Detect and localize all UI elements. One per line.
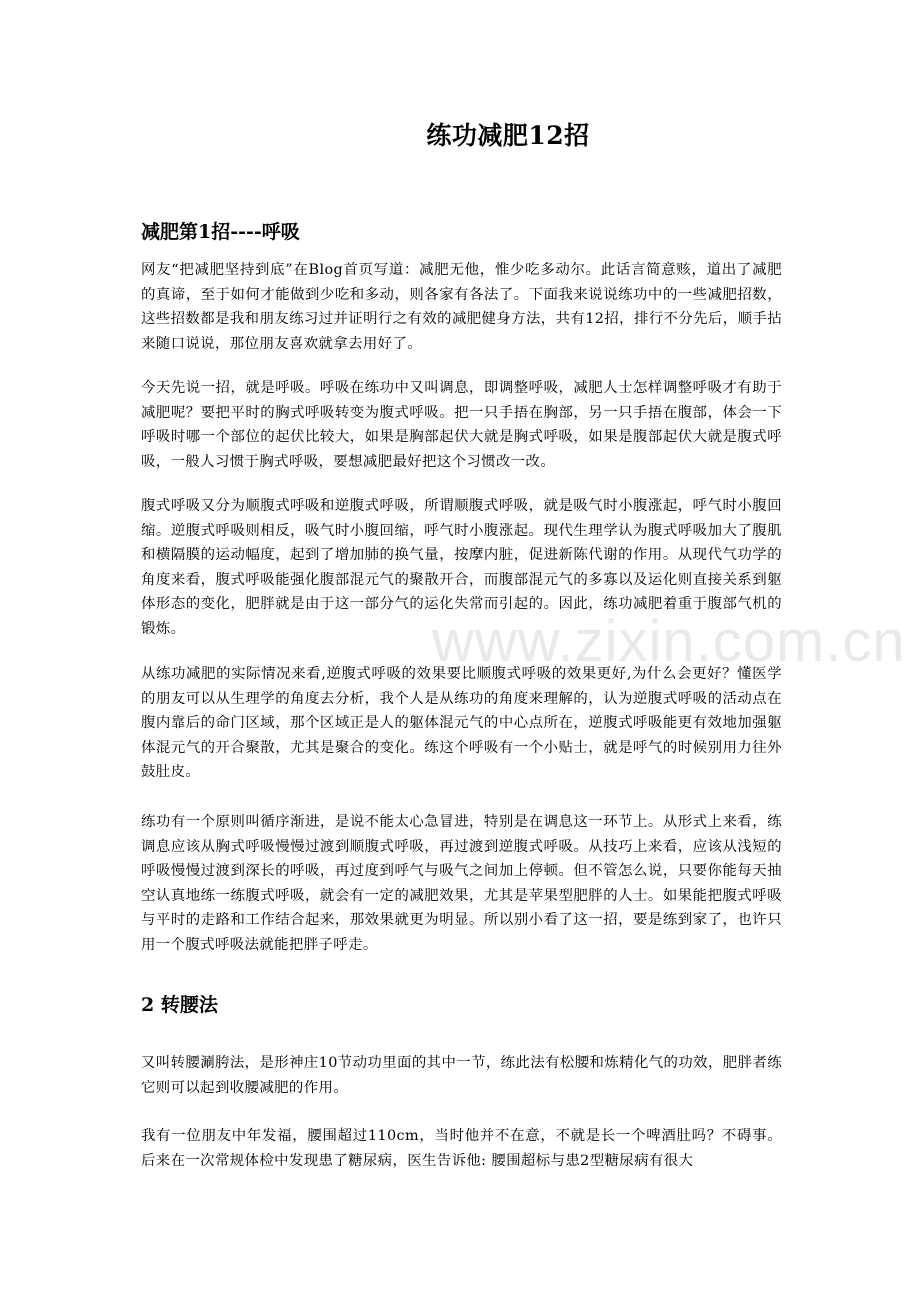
paragraph: 今天先说一招，就是呼吸。呼吸在练功中又叫调息，即调整呼吸，减肥人士怎样调整呼吸才有助于减肥呢？要把平时的胸式呼吸转变为腹式呼吸。把一只手捂在胸部，另一只手捂在腹部，体会一下呼吸时哪一个部位的起伏比较大，如果是胸部起伏大就是胸式呼吸，如果是腹部起伏大就是腹式呼吸，一般人习惯于胸式呼吸，要想减肥最好把这个习惯改一改。 [141, 380, 782, 470]
section-heading: 减肥第1招----呼吸 [141, 221, 300, 243]
watermark: www.zixin.com.cn [432, 609, 906, 674]
paragraph: 网友“把减肥坚持到底”在Blog首页写道：减肥无他，惟少吃多动尔。此话言简意赅，道出了减肥的真谛，至于如何才能做到少吃和多动，则各家有各法了。下面我来说说练功中的一些减肥招数，这些招数都是我和朋友练习过并证明行之有效的减肥健身方法，共有12招，排行不分先后，顺手拈来随口说说，那位朋友喜欢就拿去用好了。 [141, 262, 782, 352]
paragraph: 腹式呼吸又分为顺腹式呼吸和逆腹式呼吸，所谓顺腹式呼吸，就是吸气时小腹涨起，呼气时小腹回缩。逆腹式呼吸则相反，吸气时小腹回缩，呼气时小腹涨起。现代生理学认为腹式呼吸加大了腹肌和横隔膜的运动幅度，起到了增加肺的换气量，按摩内脏，促进新陈代谢的作用。从现代气功学的角度来看，腹式呼吸能强化腹部混元气的聚散开合，而腹部混元气的多寡以及运化则直接关系到躯体形态的变化，肥胖就是由于这一部分气的运化失常而引起的。因此，练功减肥着重于腹部气机的锻炼。 [141, 498, 782, 637]
section-heading: 2 转腰法 [141, 994, 218, 1016]
paragraph: 我有一位朋友中年发福，腰围超过110cm，当时他并不在意，不就是长一个啤酒肚吗？不碍事。后来在一次常规体检中发现患了糖尿病，医生告诉他: 腰围超标与患2型糖尿病有很大 [141, 1128, 782, 1169]
paragraph: 练功有一个原则叫循序渐进，是说不能太心急冒进，特别是在调息这一环节上。从形式上来看，练调息应该从胸式呼吸慢慢过渡到顺腹式呼吸，再过渡到逆腹式呼吸。从技巧上来看，应该从浅短的呼吸慢慢过渡到深长的呼吸，再过度到呼气与吸气之间加上停顿。但不管怎么说，只要你能每天抽空认真地练一练腹式呼吸，就会有一定的减肥效果，尤其是苹果型肥胖的人士。如果能把腹式呼吸与平时的走路和工作结合起来，那效果就更为明显。所以别小看了这一招，要是练到家了，也许只用一个腹式呼吸法就能把胖子呼走。 [141, 814, 782, 953]
paragraph: 又叫转腰涮胯法，是形神庄10节动功里面的其中一节，练此法有松腰和炼精化气的功效，肥胖者练它则可以起到收腰减肥的作用。 [141, 1055, 782, 1096]
paragraph: 从练功减肥的实际情况来看,逆腹式呼吸的效果要比顺腹式呼吸的效果更好,为什么会更好？懂医学的朋友可以从生理学的角度去分析，我个人是从练功的角度来理解的，认为逆腹式呼吸的活动点在腹内靠后的命门区域，那个区域正是人的躯体混元气的中心点所在，逆腹式呼吸能更有效地加强躯体混元气的开合聚散，尤其是聚合的变化。练这个呼吸有一个小贴士，就是呼气的时候别用力往外鼓肚皮。 [141, 666, 782, 781]
document-title: 练功减肥12招 [426, 121, 590, 150]
